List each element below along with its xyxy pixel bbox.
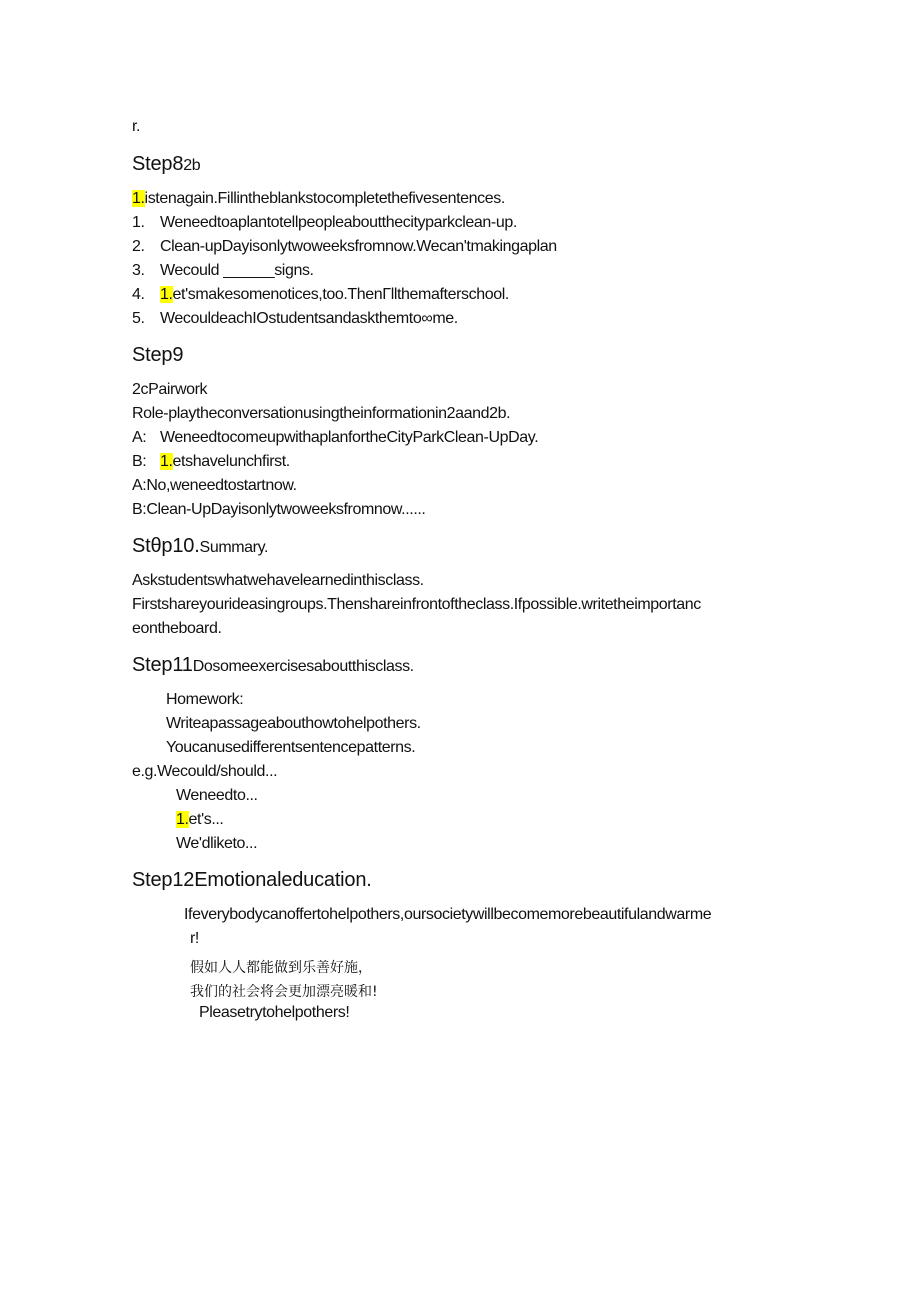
step10-line-1: Askstudentswhatwehavelearnedinthisclass.: [132, 572, 424, 589]
step10-title: Stθp10.: [132, 535, 200, 557]
homework-task-2: Youcanusedifferentsentencepatterns.: [166, 739, 416, 756]
step8-subtitle: 2b: [183, 157, 201, 174]
step11-title: Step11: [132, 654, 193, 676]
dialogue-line-a: [132, 428, 538, 448]
highlight-mark: 1.: [160, 453, 173, 470]
step9-instruction: Role-playtheconversationusingtheinformationin2aand2b.: [132, 405, 511, 422]
item-text: et'smakesomenotices,too.ThenΓllthemafterschool.: [172, 286, 509, 303]
step11-heading: [132, 653, 414, 679]
closing-line: Pleasetrytohelpothers!: [199, 1004, 350, 1021]
step8-item-5: [132, 309, 458, 329]
step8-instruction: [132, 189, 505, 209]
dialogue-line-a2: A:No,weneedtostartnow.: [132, 477, 297, 494]
pattern-3: We'dliketo...: [176, 835, 258, 852]
step12-line-1: Ifeverybodycanoffertohelpothers,oursocietywillbecomemorebeautifulandwarme: [184, 906, 712, 923]
pattern-2: [176, 810, 223, 830]
step9-pairwork: 2cPairwork: [132, 381, 208, 398]
highlight-mark: 1.: [176, 811, 189, 828]
speaker-label: A:: [132, 429, 147, 446]
highlight-mark: 1.: [160, 286, 173, 303]
item-number: 1.: [132, 214, 145, 231]
step10-subtitle: Summary.: [199, 539, 269, 556]
step11-subtitle: Dosomeexercisesaboutthisclass.: [192, 658, 414, 675]
item-text: Weneedtoaplantotellpeopleaboutthecityparkclean-up.: [160, 214, 517, 231]
item-number: 2.: [132, 238, 145, 255]
chinese-line-2: 我们的社会将会更加漂亮暖和!: [190, 984, 378, 1000]
step8-item-4: [132, 285, 509, 305]
step8-item-1: [132, 213, 517, 233]
homework-task-1: Writeapassageabouthowtohelpothers.: [166, 715, 421, 732]
speaker-label: B:: [132, 453, 147, 470]
homework-label: Homework:: [166, 691, 244, 708]
highlight-mark: 1.: [132, 190, 145, 207]
item-text: WecouldeachIOstudentsandaskthemto∞me.: [160, 310, 458, 327]
dialogue-line-b: [132, 452, 290, 472]
step12-heading: Step12Emotionaleducation.: [132, 869, 372, 891]
item-number: 3.: [132, 262, 145, 279]
step8-title: Step8: [132, 153, 184, 175]
item-text: Clean-upDayisonlytwoweeksfromnow.Wecan'tmakingaplan: [160, 238, 557, 255]
example-label: e.g.Wecould/should...: [132, 763, 278, 780]
step10-line-3: eontheboard.: [132, 620, 222, 637]
dialogue-text: WeneedtocomeupwithaplanfortheCityParkClean-UpDay.: [160, 429, 539, 446]
step12-line-2: r!: [190, 930, 199, 947]
dialogue-text: etshavelunchfirst.: [172, 453, 290, 470]
dialogue-line-b2: B:Clean-UpDayisonlytwoweeksfromnow......: [132, 501, 426, 518]
step8-instruction-text: istenagain.Fillintheblankstocompletethefivesentences.: [144, 190, 505, 207]
step9-heading: Step9: [132, 344, 184, 366]
pattern-text: et's...: [188, 811, 224, 828]
step10-line-2: Firstshareyourideasingroups.Thenshareinfrontoftheclass.Ifpossible.writetheimportanc: [132, 596, 701, 613]
item-number: 4.: [132, 286, 145, 303]
continued-text: r.: [132, 118, 141, 135]
item-text: Wecould ______signs.: [160, 262, 314, 279]
step8-heading: [132, 152, 200, 178]
step8-item-2: [132, 237, 557, 257]
item-number: 5.: [132, 310, 145, 327]
step8-item-3: [132, 261, 314, 281]
step10-heading: [132, 534, 268, 560]
chinese-line-1: 假如人人都能做到乐善好施，: [190, 960, 372, 976]
pattern-1: Weneedto...: [176, 787, 258, 804]
